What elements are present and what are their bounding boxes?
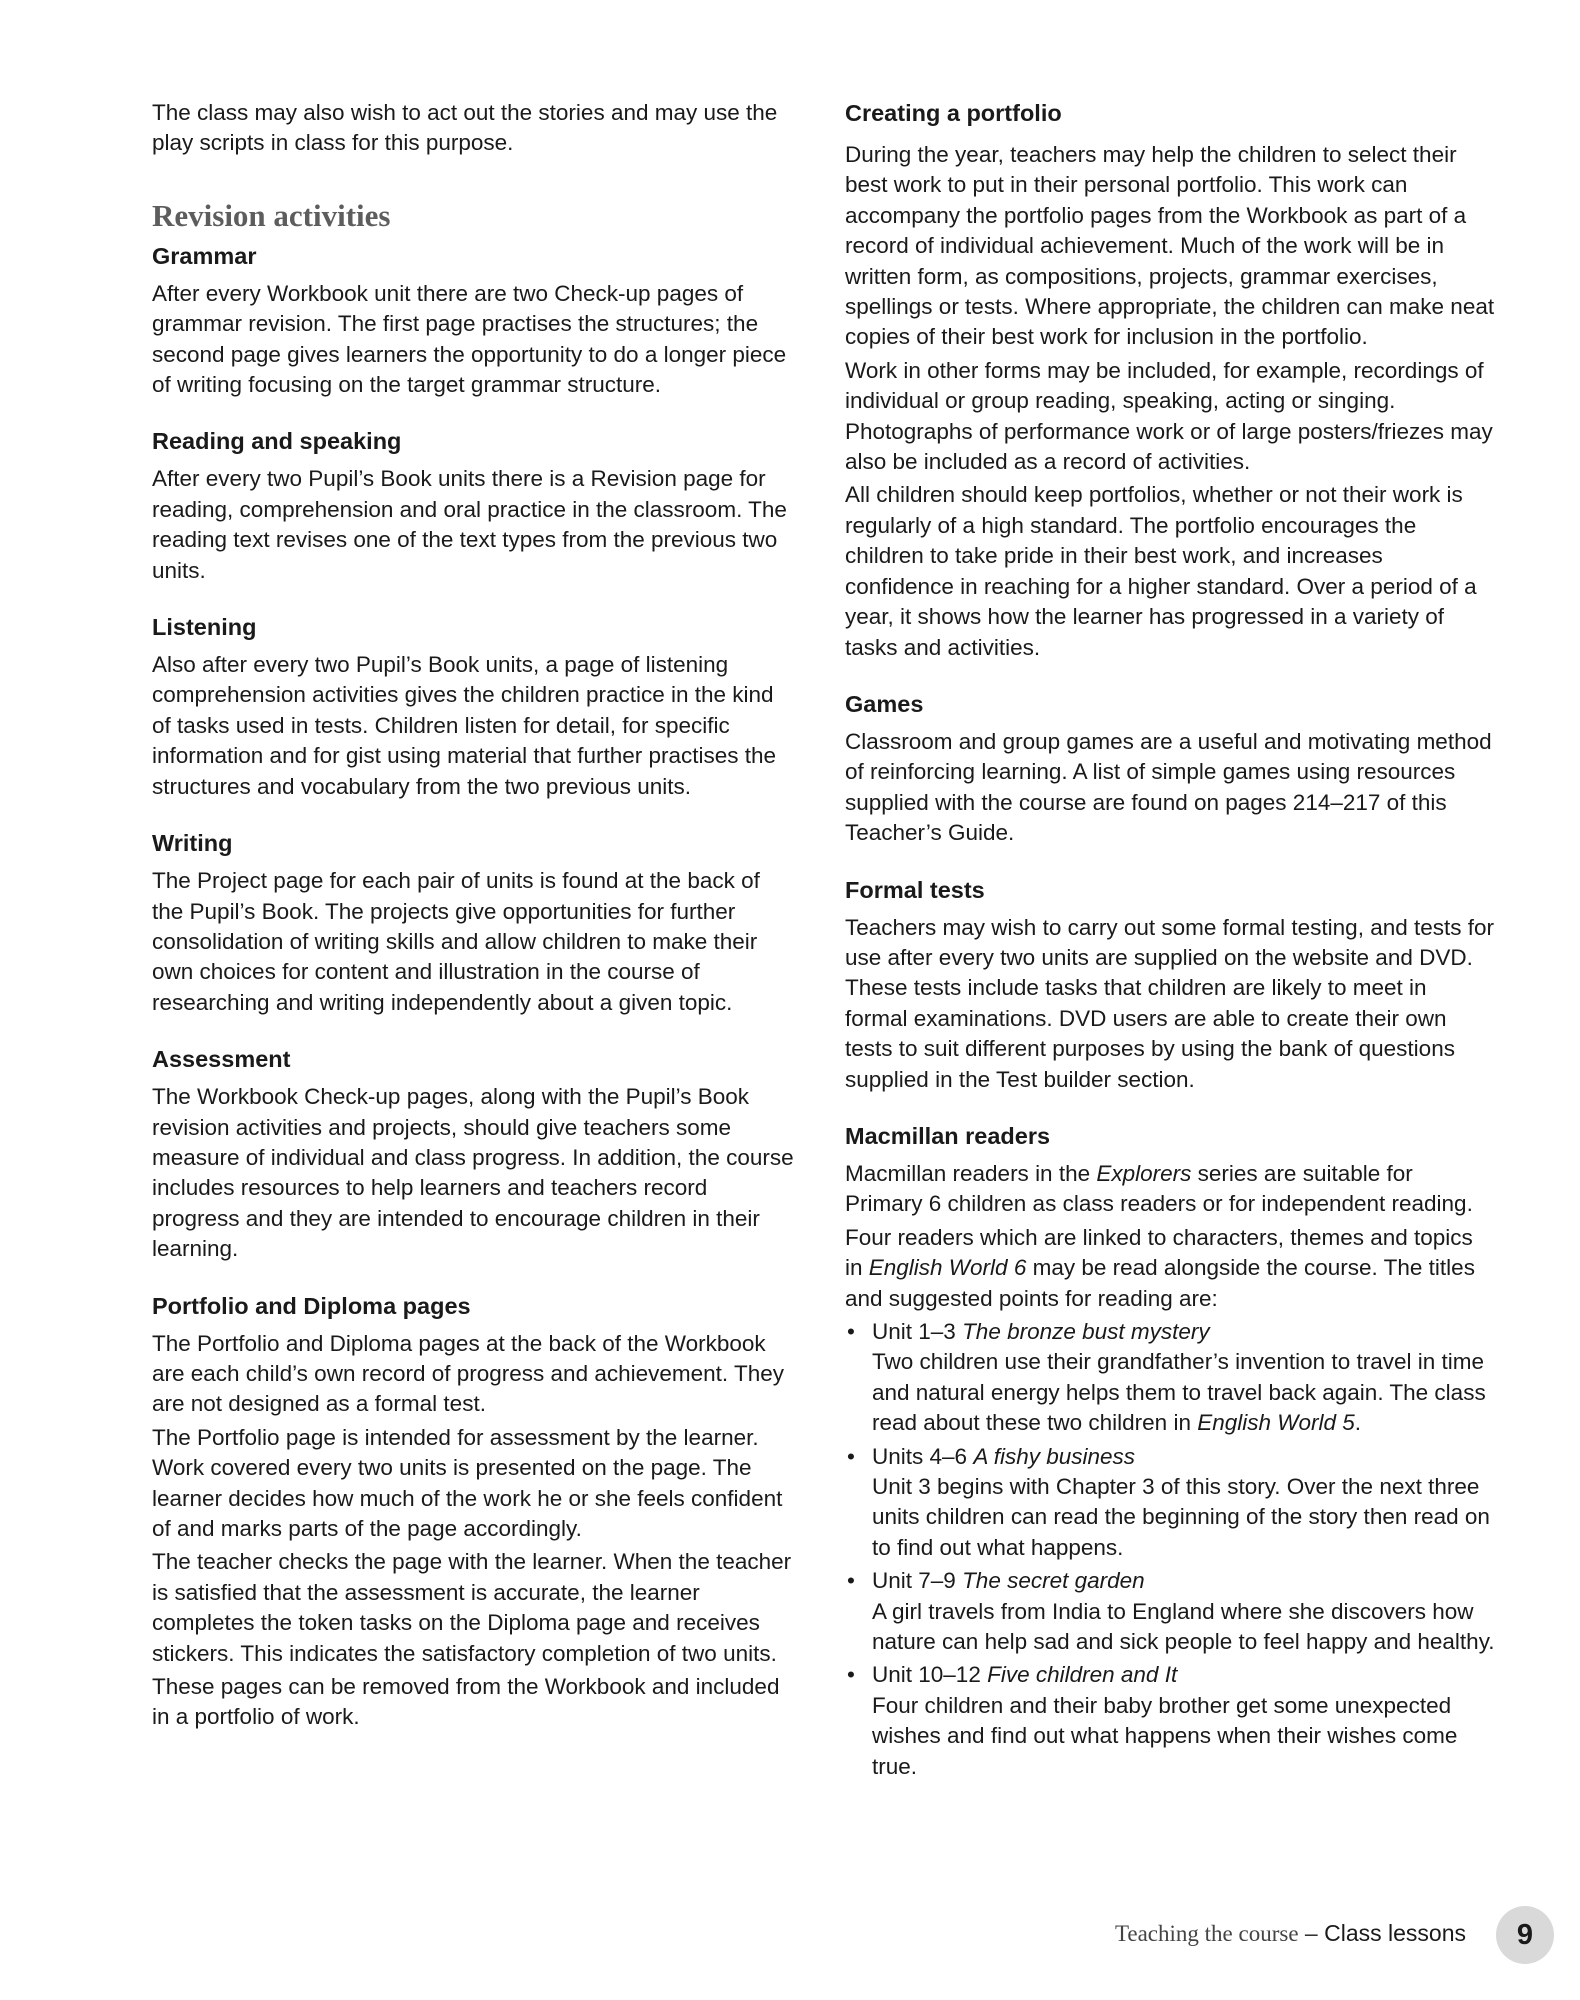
readers-paragraph: Macmillan readers in the Explorers series are suitable for Primary 6 children as class readers or for independent reading.: [845, 1160, 1473, 1217]
creating-portfolio-heading: Creating a portfolio: [845, 100, 1062, 126]
portfolio-diploma-paragraph: The Portfolio and Diploma pages at the back of the Workbook are each child’s own record of progress and achievement. They are not designed as a formal test.: [152, 1330, 785, 1417]
portfolio-diploma-heading: Portfolio and Diploma pages: [152, 1292, 471, 1319]
reading-speaking-heading: Reading and speaking: [152, 428, 402, 455]
revision-activities-title: Revision activities: [152, 197, 391, 233]
formal-tests-heading: Formal tests: [845, 876, 985, 903]
footer-section: Teaching the course: [1114, 1921, 1299, 1946]
macmillan-readers-heading: Macmillan readers: [845, 1122, 1051, 1149]
creating-portfolio-paragraph: During the year, teachers may help the children to select their best work to put in their personal portfolio. This work can accompany the portfolio pages from the Workbook as part of a record of individual achievement. Much of the work will be in written form, as compositions, projects, grammar exercises, spellings or tests. Where appropriate, the children can make neat copies of their best work for inclusion in the portfolio.: [845, 142, 1495, 350]
listening-heading: Listening: [152, 614, 257, 641]
readers-list: [845, 1317, 1495, 1782]
list-item: • Units 4–6 A fishy business Unit 3 begins with Chapter 3 of this story. Over the next three units children can read the beginning of the story then read on to find out what happens.: [845, 1442, 1495, 1564]
games-heading: Games: [845, 690, 924, 717]
listening-text: Also after every two Pupil’s Book units, a page of listening comprehension activities gives the children practice in the kind of tasks used in tests. Children listen for detail, for specific information and for gist using material that further practises the structures and vocabulary from the two previous units.: [152, 652, 777, 799]
assessment-heading: Assessment: [152, 1046, 291, 1073]
list-item: • Unit 7–9 The secret garden A girl travels from India to England where she discovers how nature can help sad and sick people to feel happy and healthy.: [845, 1566, 1495, 1657]
formal-tests-text: Teachers may wish to carry out some formal testing, and tests for use after every two units are supplied on the website and DVD. These tests include tasks that children are likely to meet in formal examinations. DVD users are able to create their own tests to suit different purposes by using the bank of questions supplied in the Test builder section.: [845, 914, 1495, 1092]
games-text: Classroom and group games are a useful and motivating method of reinforcing learning. A list of simple games using resources supplied with the course are found on pages 214–217 of this Teacher’s Guide.: [845, 728, 1492, 846]
right-column: [845, 98, 1495, 1785]
page-footer: [0, 1906, 1580, 1962]
assessment-text: The Workbook Check-up pages, along with the Pupil’s Book revision activities and projects, should give teachers some measure of individual and class progress. In addition, the course includes resources to help learners and teachers record progress and they are intended to encourage children in their learning.: [152, 1084, 794, 1262]
reading-speaking-text: After every two Pupil’s Book units there is a Revision page for reading, comprehension and oral practice in the classroom. The reading text revises one of the text types from the previous two units.: [152, 466, 787, 583]
intro-paragraph: The class may also wish to act out the stories and may use the play scripts in class for this purpose.: [152, 100, 778, 156]
page-number: 9: [1496, 1906, 1554, 1964]
list-item: • Unit 1–3 The bronze bust mystery Two children use their grandfather’s invention to travel in time and natural energy helps them to travel back again. The class read about these two children in English World 5.: [845, 1317, 1495, 1439]
grammar-heading: Grammar: [152, 242, 257, 269]
footer-subsection: Class lessons: [1324, 1920, 1466, 1946]
list-item: • Unit 10–12 Five children and It Four children and their baby brother get some unexpected wishes and find out what happens when their wishes come true.: [845, 1660, 1495, 1782]
creating-portfolio-paragraph: Work in other forms may be included, for example, recordings of individual or group reading, speaking, acting or singing. Photographs of performance work or of large posters/friezes may also be included as a record of activities.: [845, 357, 1493, 475]
grammar-text: After every Workbook unit there are two Check-up pages of grammar revision. The first page practises the structures; the second page gives learners the opportunity to do a longer piece of writing focusing on the target grammar structure.: [152, 280, 787, 398]
footer-running-title: [1115, 1920, 1466, 1947]
footer-dash: –: [1298, 1920, 1325, 1946]
readers-paragraph: Four readers which are linked to characters, themes and topics in English World 6 may be read alongside the course. The titles and suggested points for reading are:: [845, 1224, 1475, 1311]
portfolio-diploma-paragraph: The Portfolio page is intended for assessment by the learner. Work covered every two units is presented on the page. The learner decides how much of the work he or she feels confident of and marks parts of the page accordingly.: [152, 1424, 783, 1541]
portfolio-diploma-paragraph: These pages can be removed from the Workbook and included in a portfolio of work.: [152, 1674, 780, 1730]
creating-portfolio-paragraph: All children should keep portfolios, whether or not their work is regularly of a high standard. The portfolio encourages the children to take pride in their best work, and increases confidence in reaching for a higher standard. Over a period of a year, it shows how the learner has progressed in a variety of tasks and activities.: [845, 482, 1477, 660]
left-column: [152, 98, 794, 1736]
writing-text: The Project page for each pair of units is found at the back of the Pupil’s Book. The projects give opportunities for further consolidation of writing skills and allow children to make their own choices for content and illustration in the course of researching and writing independently about a given topic.: [152, 868, 760, 1015]
portfolio-diploma-paragraph: The teacher checks the page with the learner. When the teacher is satisfied that the assessment is accurate, the learner completes the token tasks on the Diploma page and receives stickers. This indicates the satisfactory completion of two units.: [152, 1549, 792, 1666]
writing-heading: Writing: [152, 830, 233, 857]
